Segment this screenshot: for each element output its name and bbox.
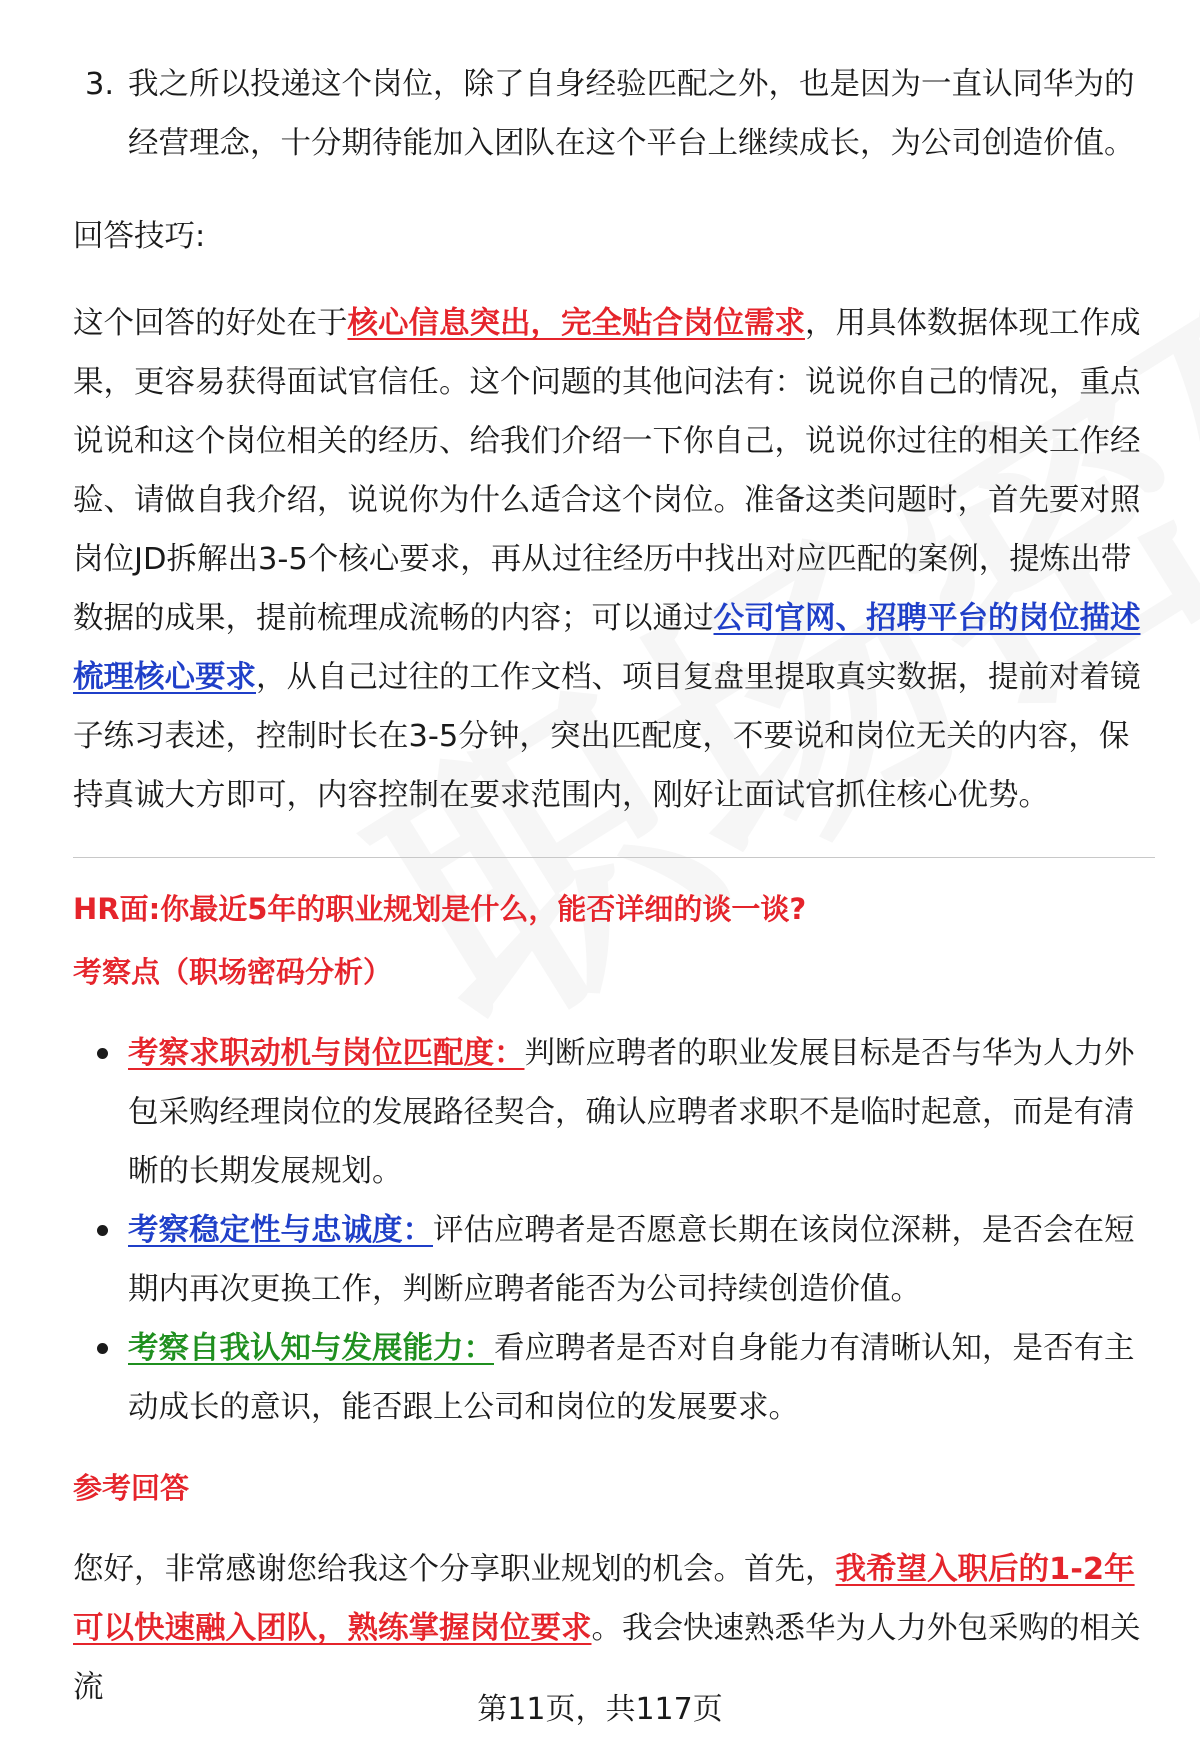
bullet-dot xyxy=(97,1343,108,1354)
tips-highlight-blue: 公司官网、招聘平台的岗位描述梳理核心要求 xyxy=(73,601,1141,695)
reference-text-b: 。我会快速熟悉华为人力外包采购的相关流 xyxy=(73,1611,1141,1705)
page-content xyxy=(73,55,1153,1717)
reference-highlight-red: 我希望入职后的1-2年可以快速融入团队，熟练掌握岗位要求 xyxy=(73,1552,1135,1646)
focus-point-item xyxy=(73,1024,1153,1201)
bullet-dot xyxy=(97,1225,108,1236)
focus-point-label: 考察求职动机与岗位匹配度： xyxy=(128,1036,525,1071)
focus-point-item xyxy=(73,1201,1153,1319)
tips-text-b: ，用具体数据体现工作成果，更容易获得面试官信任。这个问题的其他问法有：说说你自己的情况，重点说说和这个岗位相关的经历、给我们介绍一下你自己，说说你过往的相关工作经验、请做自我介绍，说说你为什么适合这个岗位。准备这类问题时，首先要对照岗位JD拆解出3-5个核心要求，再从过往经历中找出对应匹配的案例，提炼出带数据的成果，提前梳理成流畅的内容；可以通过 xyxy=(73,306,1141,636)
focus-point-text: 判断应聘者的职业发展目标是否与华为人力外包采购经理岗位的发展路径契合，确认应聘者求职不是临时起意，而是有清晰的长期发展规划。 xyxy=(128,1036,1135,1189)
tips-text-a: 这个回答的好处在于 xyxy=(73,306,348,341)
tips-paragraph xyxy=(73,294,1153,825)
list-number: 3. xyxy=(85,67,115,102)
focus-point-label: 考察稳定性与忠诚度： xyxy=(128,1213,433,1248)
focus-points-heading: 考察点（职场密码分析） xyxy=(73,955,393,989)
bullet-dot xyxy=(97,1048,108,1059)
tips-highlight-red: 核心信息突出，完全贴合岗位需求 xyxy=(347,306,805,341)
focus-point-text: 评估应聘者是否愿意长期在该岗位深耕，是否会在短期内再次更换工作，判断应聘者能否为公司持续创造价值。 xyxy=(128,1213,1135,1307)
reference-text-a: 您好，非常感谢您给我这个分享职业规划的机会。首先， xyxy=(73,1552,836,1587)
focus-point-item xyxy=(73,1319,1153,1437)
tips-label: 回答技巧: xyxy=(73,219,206,254)
page-number-footer: 第11页，共117页 xyxy=(477,1692,723,1727)
tips-text-c: ，从自己过往的工作文档、项目复盘里提取真实数据，提前对着镜子练习表述，控制时长在3-5分钟，突出匹配度，不要说和岗位无关的内容，保持真诚大方即可，内容控制在要求范围内，刚好让面试官抓住核心优势。 xyxy=(73,660,1141,813)
focus-point-text: 看应聘者是否对自身能力有清晰认知，是否有主动成长的意识，能否跟上公司和岗位的发展要求。 xyxy=(128,1331,1135,1425)
hr-question-heading: HR面:你最近5年的职业规划是什么，能否详细的谈一谈? xyxy=(73,892,807,926)
list-item-3 xyxy=(73,55,1153,173)
focus-points-list xyxy=(73,1024,1153,1437)
list-item-text: 我之所以投递这个岗位，除了自身经验匹配之外，也是因为一直认同华为的经营理念，十分期待能加入团队在这个平台上继续成长，为公司创造价值。 xyxy=(128,67,1135,161)
reference-answer-heading: 参考回答 xyxy=(73,1471,190,1505)
focus-point-label: 考察自我认知与发展能力： xyxy=(128,1331,494,1366)
